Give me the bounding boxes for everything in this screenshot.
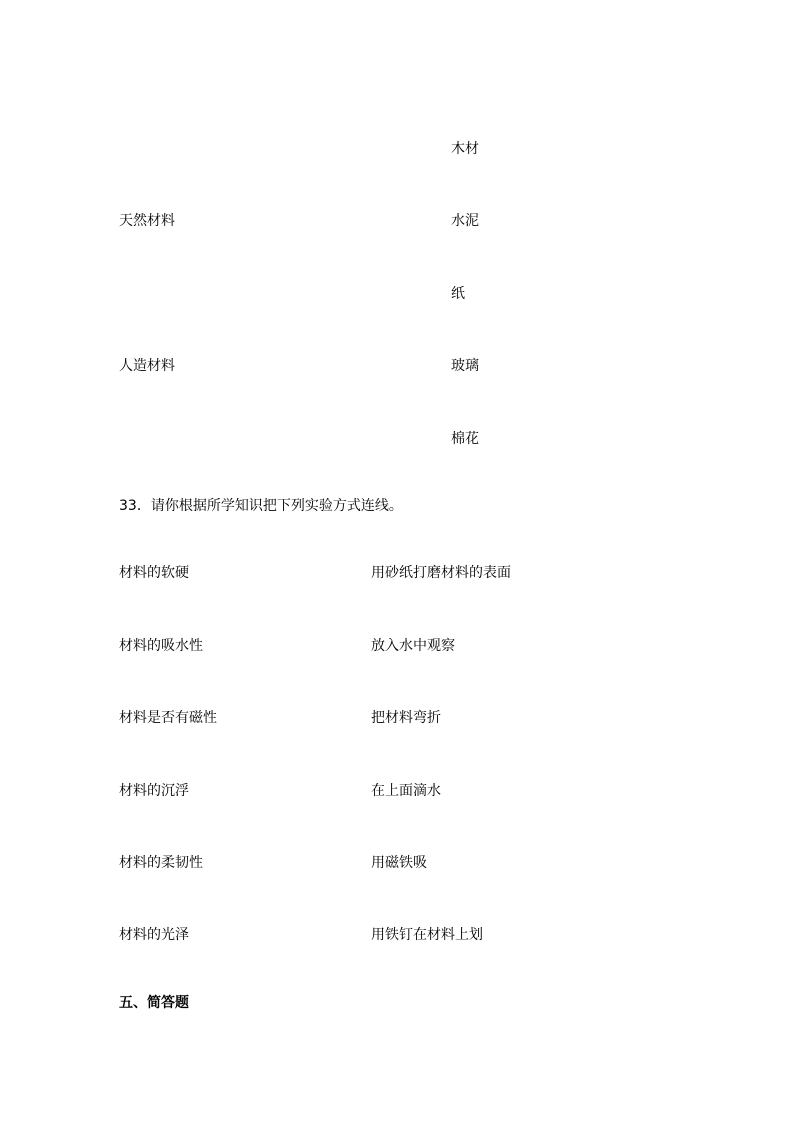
q33-left-item: 材料的沉浮 xyxy=(119,783,189,799)
q32-left-item: 天然材料 xyxy=(119,213,175,229)
q32-right-item: 水泥 xyxy=(451,213,479,229)
q32-right-item: 玻璃 xyxy=(451,358,479,374)
q33-prompt: 33．请你根据所学知识把下列实验方式连线。 xyxy=(119,498,403,514)
q32-right-item: 棉花 xyxy=(451,431,479,447)
q33-left-item: 材料的光泽 xyxy=(119,927,189,943)
q33-right-item: 把材料弯折 xyxy=(371,710,441,726)
q33-right-item: 用砂纸打磨材料的表面 xyxy=(371,565,511,581)
q33-right-item: 在上面滴水 xyxy=(371,783,441,799)
q33-right-item: 放入水中观察 xyxy=(371,638,455,654)
q33-right-item: 用磁铁吸 xyxy=(371,855,427,871)
q33-left-item: 材料的柔韧性 xyxy=(119,855,203,871)
q33-left-item: 材料是否有磁性 xyxy=(119,710,217,726)
q33-left-item: 材料的软硬 xyxy=(119,565,189,581)
q33-right-item: 用铁钉在材料上划 xyxy=(371,927,483,943)
q33-left-item: 材料的吸水性 xyxy=(119,638,203,654)
q32-right-item: 纸 xyxy=(451,286,465,302)
section-heading: 五、简答题 xyxy=(119,995,189,1011)
q32-right-item: 木材 xyxy=(451,141,479,157)
q32-left-item: 人造材料 xyxy=(119,358,175,374)
